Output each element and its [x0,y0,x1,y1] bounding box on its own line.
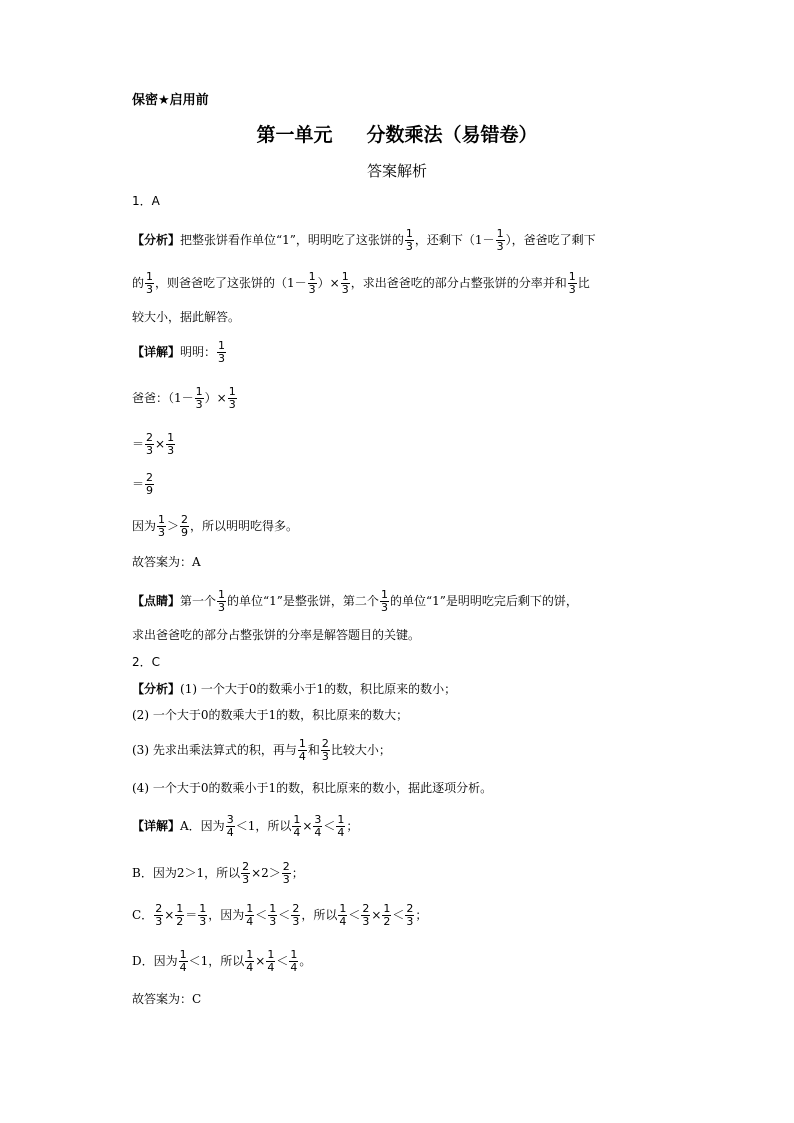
fraction: $\frac{2}{3}$ [155,902,163,928]
fraction: $\frac{1}{4}$ [337,813,345,839]
q1-analysis-line2: 的 $\frac{1}{3}$ ，则爸爸吃了这张饼的（1－ $\frac{1}{3}$ ）× $\frac{1}{3}$ ，求出爸爸吃的部分占整张饼的分率并和 $\frac{1}{3}$ 比 [132,270,590,296]
q2-number: 2．C [132,655,161,669]
q1-answer: 故答案为：A [132,555,201,569]
q1-dad-line: 爸爸：（1－ $\frac{1}{3}$ ）× $\frac{1}{3}$ [132,385,236,411]
fraction: $\frac{1}{3}$ [308,270,316,296]
fraction: $\frac{1}{3}$ [380,588,388,614]
detail-tag: 【详解】 [132,819,181,833]
fraction: $\frac{1}{3}$ [568,270,576,296]
fraction: $\frac{1}{3}$ [218,588,226,614]
fraction: $\frac{1}{3}$ [218,339,226,365]
fraction: $\frac{1}{4}$ [290,948,298,974]
fraction: $\frac{1}{3}$ [496,227,504,253]
q1-analysis-line3: 较大小，据此解答。 [132,310,241,324]
fraction: $\frac{1}{3}$ [195,385,203,411]
point-tag: 【点睛】 [132,594,181,608]
q2-option-d: D．因为 $\frac{1}{4}$ ＜1，所以 $\frac{1}{4}$ × $\frac{1}{4}$ ＜ $\frac{1}{4}$ 。 [132,948,312,974]
fraction: $\frac{2}{9}$ [146,471,154,497]
analysis-tag: 【分析】 [132,233,181,247]
q1-eq1-line: ＝ $\frac{2}{3}$ × $\frac{1}{3}$ [132,431,175,457]
fraction: $\frac{2}{3}$ [146,431,154,457]
fraction: $\frac{1}{3}$ [228,385,236,411]
fraction: $\frac{2}{3}$ [292,902,300,928]
q1-analysis-line1: 【分析】把整张饼看作单位“1”，明明吃了这张饼的 $\frac{1}{3}$ ，还剩下（1－ $\frac{1}{3}$ ），爸爸吃了剩下 [132,227,596,253]
title-topic: 分数乘法（易错卷） [366,124,538,146]
fraction: $\frac{1}{4}$ [246,948,254,974]
fraction: $\frac{3}{4}$ [226,813,234,839]
fraction: $\frac{1}{4}$ [246,902,254,928]
q2-analysis-line3: (3) 先求出乘法算式的积，再与 $\frac{1}{4}$ 和 $\frac{2}{3}$ 比较大小； [132,737,391,763]
q2-answer: 故答案为：C [132,992,202,1006]
fraction: $\frac{2}{3}$ [321,737,329,763]
fraction: $\frac{1}{4}$ [339,902,347,928]
q2-analysis-line4: (4) 一个大于0的数乘小于1的数，积比原来的数小，据此逐项分析。 [132,781,493,795]
confidential-label: 保密★启用前 [132,93,209,108]
fraction: $\frac{3}{4}$ [314,813,322,839]
q2-analysis-line2: (2) 一个大于0的数乘大于1的数，积比原来的数大； [132,708,409,722]
fraction: $\frac{2}{3}$ [242,860,250,886]
page-subtitle: 答案解析 [366,162,427,180]
title-unit: 第一单元 [256,124,333,146]
fraction: $\frac{1}{3}$ [341,270,349,296]
fraction: $\frac{1}{4}$ [298,737,306,763]
q2-option-b: B．因为2＞1，所以 $\frac{2}{3}$ ×2＞ $\frac{2}{3}$ ； [132,860,304,886]
fraction: $\frac{2}{3}$ [282,860,290,886]
fraction: $\frac{1}{3}$ [167,431,175,457]
fraction: $\frac{1}{3}$ [199,902,207,928]
q1-number: 1．A [132,194,160,208]
q2-option-c: C． $\frac{2}{3}$ × $\frac{1}{2}$ ＝ $\frac{1}{3}$ ，因为 $\frac{1}{4}$ ＜ $\frac{1}{3}$ ＜ $\frac{2}{3}$ ，所以 $\frac{1}{4}$ ＜ $\frac{2}{3}$ × $\frac{1}{2}$ ＜ $\frac{2}{3}$ ； [132,902,428,928]
fraction: $\frac{2}{3}$ [406,902,414,928]
fraction: $\frac{1}{2}$ [176,902,184,928]
fraction: $\frac{1}{4}$ [267,948,275,974]
fraction: $\frac{1}{3}$ [158,513,166,539]
fraction: $\frac{2}{3}$ [362,902,370,928]
q2-analysis-line1: 【分析】(1) 一个大于0的数乘小于1的数，积比原来的数小； [132,682,457,696]
fraction: $\frac{1}{4}$ [293,813,301,839]
analysis-tag: 【分析】 [132,682,181,696]
fraction: $\frac{2}{9}$ [181,513,189,539]
q1-because-line: 因为 $\frac{1}{3}$ ＞ $\frac{2}{9}$ ，所以明明吃得多。 [132,513,299,539]
fraction: $\frac{1}{3}$ [405,227,413,253]
q1-eq2-line: ＝ $\frac{2}{9}$ [132,471,154,497]
fraction: $\frac{1}{2}$ [383,902,391,928]
fraction: $\frac{1}{4}$ [179,948,187,974]
detail-tag: 【详解】 [132,345,181,359]
q2-option-a: 【详解】A．因为 $\frac{3}{4}$ ＜1，所以 $\frac{1}{4}$ × $\frac{3}{4}$ ＜ $\frac{1}{4}$ ； [132,813,359,839]
page-title [0,120,794,147]
fraction: $\frac{1}{3}$ [269,902,277,928]
q1-detail-line1: 【详解】明明： $\frac{1}{3}$ [132,339,226,365]
q1-point-line1: 【点睛】第一个 $\frac{1}{3}$ 的单位“1”是整张饼，第二个 $\frac{1}{3}$ 的单位“1”是明明吃完后剩下的饼， [132,588,578,614]
fraction: $\frac{1}{3}$ [146,270,154,296]
q1-point-line2: 求出爸爸吃的部分占整张饼的分率是解答题目的关键。 [132,628,421,642]
